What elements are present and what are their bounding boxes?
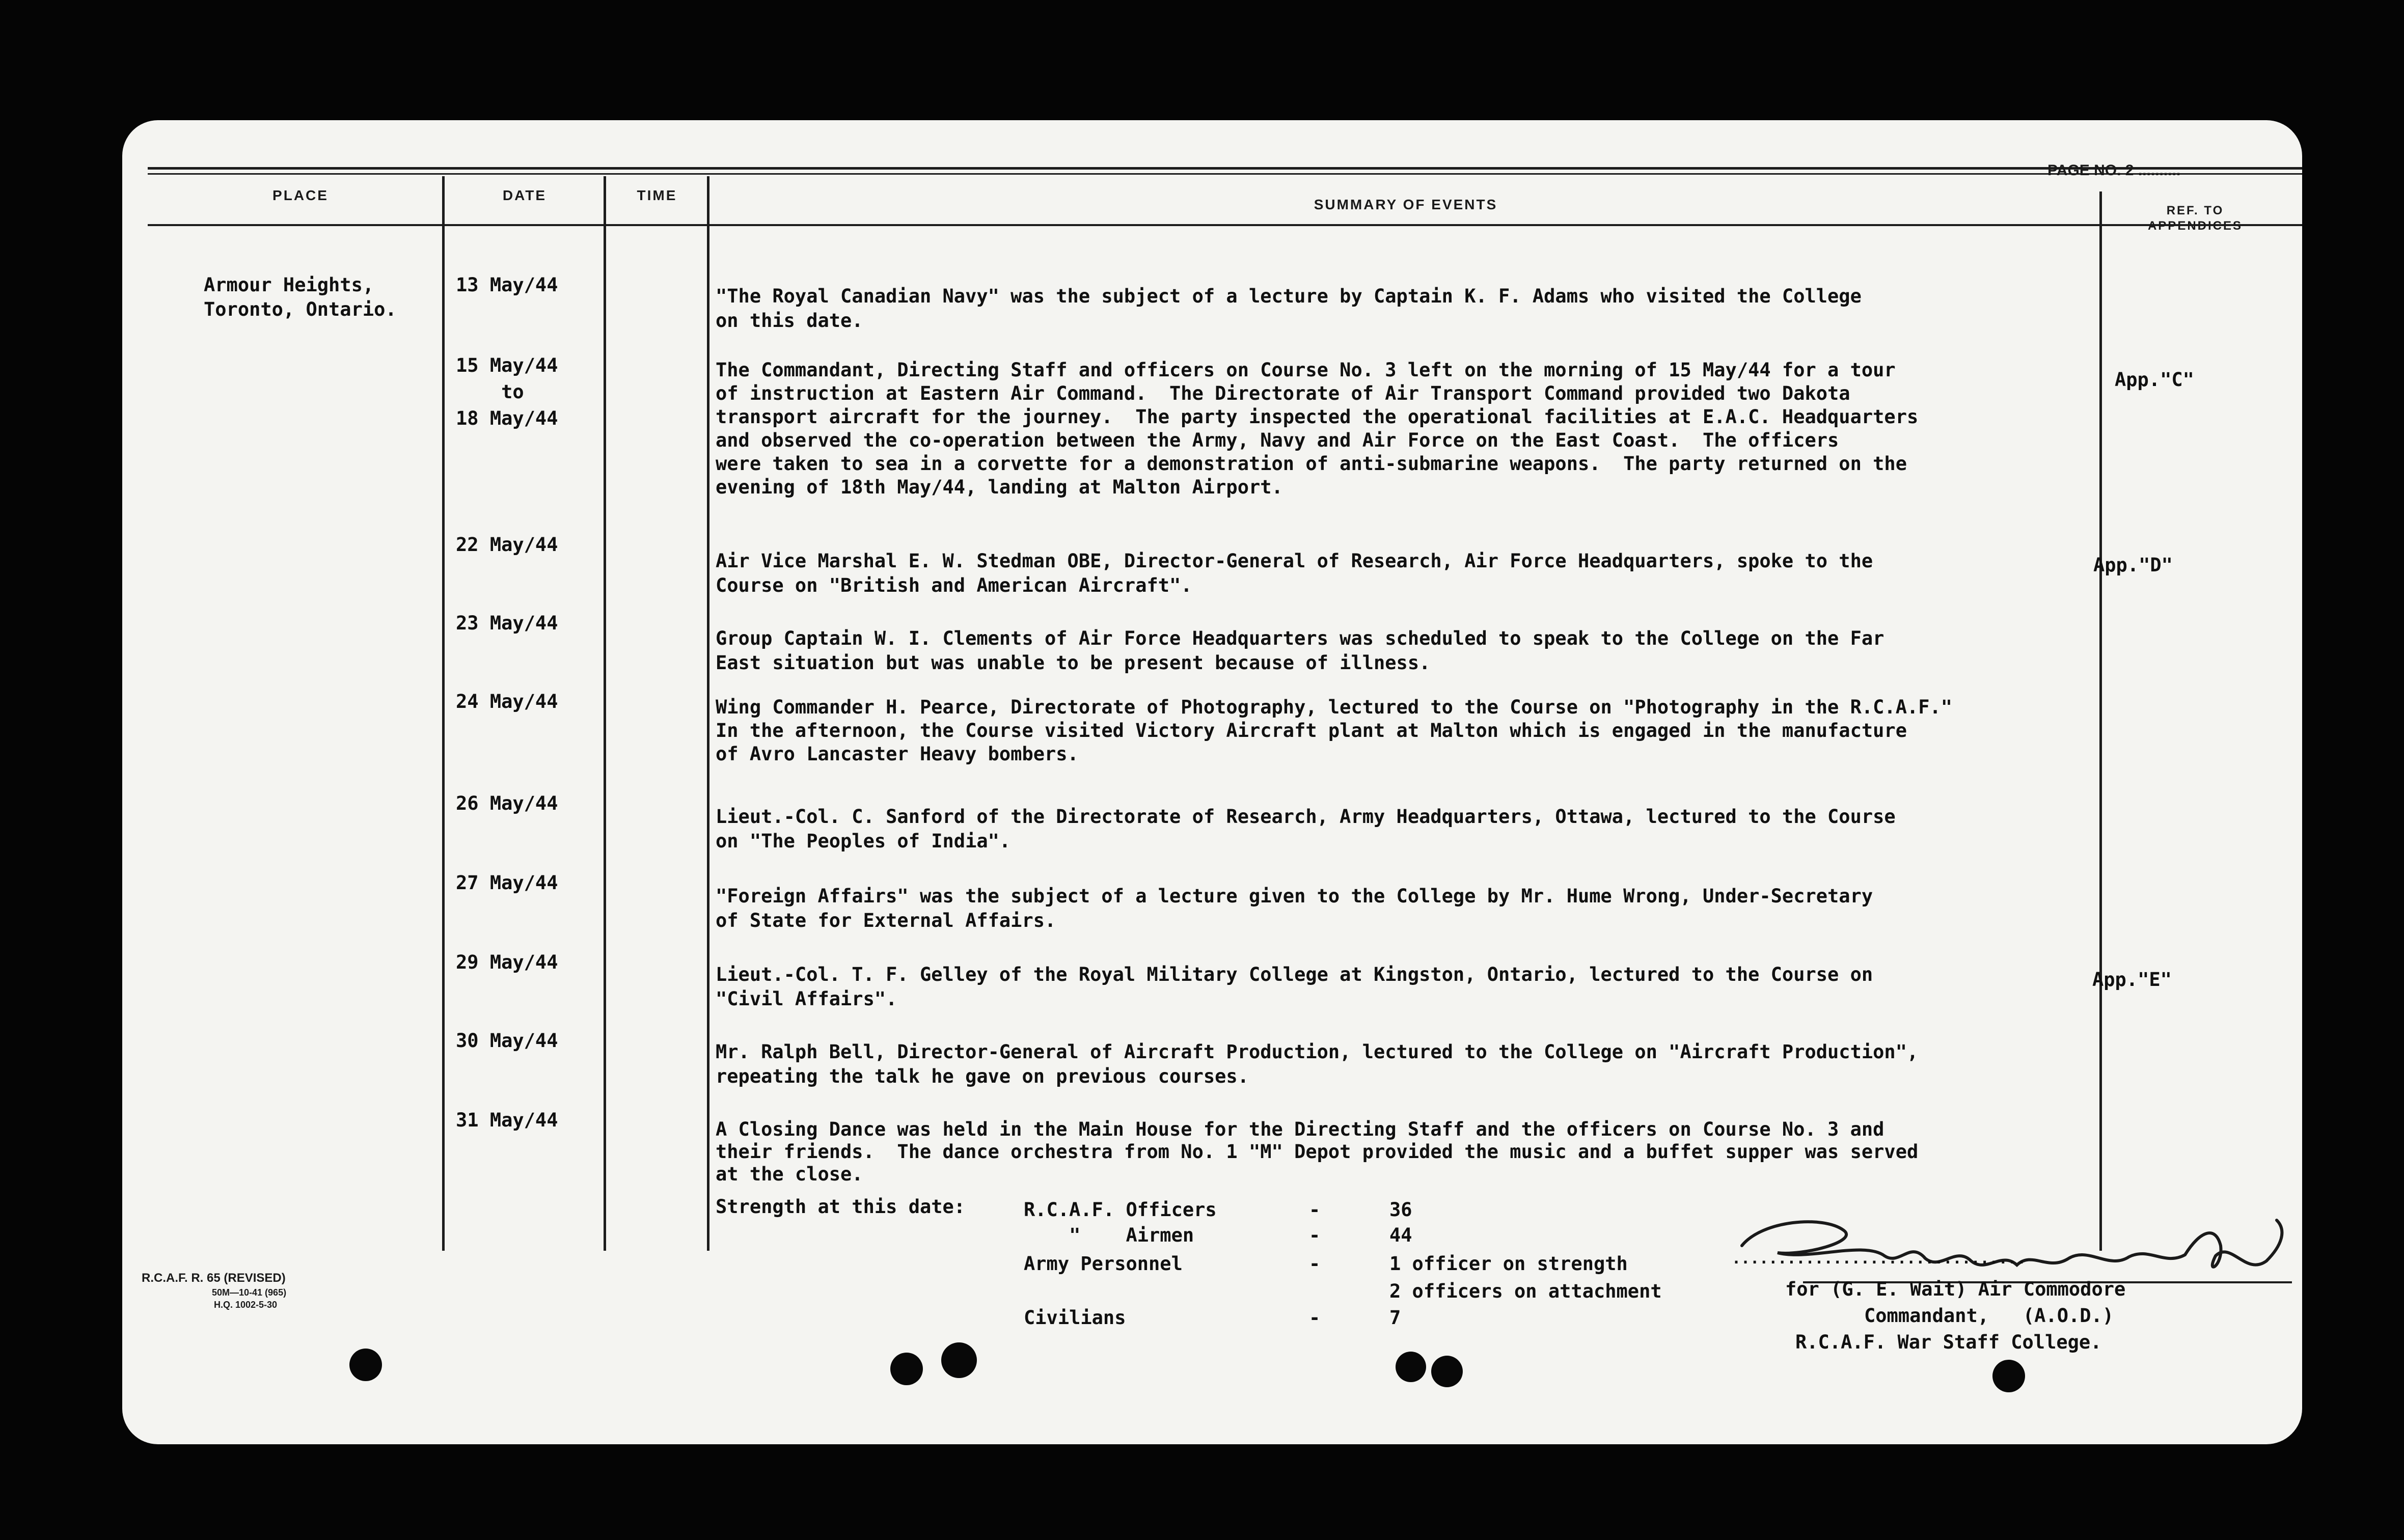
form-print-line: 50M—10-41 (965) xyxy=(212,1287,287,1298)
header-bottom-rule xyxy=(148,224,2302,226)
summary-ref-divider xyxy=(2099,191,2102,1251)
header-place: PLACE xyxy=(272,187,329,203)
entry-date: 13 May/44 xyxy=(456,274,558,296)
top-rule-outer xyxy=(148,167,2302,170)
strength-label: Strength at this date: xyxy=(716,1196,966,1218)
date-time-divider xyxy=(604,176,606,1251)
form-number: R.C.A.F. R. 65 (REVISED) xyxy=(142,1271,286,1285)
place-line1: Armour Heights, xyxy=(204,274,374,296)
entry-ref: App."D" xyxy=(2093,554,2173,576)
document-card xyxy=(122,120,2302,1444)
strength-row-name: Civilians xyxy=(1024,1307,1126,1329)
entry-text: "The Royal Canadian Navy" was the subject of a lecture by Captain K. F. Adams who visited the College on this date. xyxy=(716,285,1862,332)
entry-text: The Commandant, Directing Staff and officers on Course No. 3 left on the morning of 15 May/44 for a tour of instruction at Eastern Air Command. The Directorate of Air Transport Command provided two Dakota transport aircraft for the journey. The party inspected the operational facilities at E.A.C. Headquarters and observed the co-operation between the Army, Navy and Air Force on the East Coast. The officers were taken to sea in a corvette for a demonstration of anti-submarine weapons. The party returned on the evening of 18th May/44, landing at Malton Airport. xyxy=(716,359,1919,498)
entry-date: 24 May/44 xyxy=(456,691,558,712)
entry-text: Air Vice Marshal E. W. Stedman OBE, Director-General of Research, Air Force Headquarters, spoke to the Course on "British and American Aircraft". xyxy=(716,550,1873,596)
strength-row-name: R.C.A.F. Officers xyxy=(1024,1199,1217,1221)
entry-text: Mr. Ralph Bell, Director-General of Aircraft Production, lectured to the College on "Aircraft Production", repeating the talk he gave on previous courses. xyxy=(716,1041,1919,1087)
signature-line2: Commandant, (A.O.D.) xyxy=(1864,1305,2114,1327)
header-ref-line1: REF. TO xyxy=(2166,204,2224,217)
entry-text: Group Captain W. I. Clements of Air Force Headquarters was scheduled to speak to the College on the Far East situation but was unable to be present because of illness. xyxy=(716,627,1884,674)
punch-hole xyxy=(890,1353,923,1385)
strength-row-value: 2 officers on attachment xyxy=(1389,1280,1662,1302)
signature-line3: R.C.A.F. War Staff College. xyxy=(1795,1331,2102,1353)
entry-ref: App."E" xyxy=(2092,969,2172,991)
entry-date: 27 May/44 xyxy=(456,872,558,894)
place-line2: Toronto, Ontario. xyxy=(204,298,397,320)
page-number: PAGE NO. 2 .......... xyxy=(2047,162,2181,179)
entry-date: 15 May/44 to 18 May/44 xyxy=(456,354,558,429)
strength-row-name: Army Personnel xyxy=(1024,1253,1183,1275)
entry-date: 29 May/44 xyxy=(456,951,558,973)
strength-row-value: 7 xyxy=(1389,1307,1401,1329)
punch-hole xyxy=(349,1349,382,1381)
entry-text: Lieut.-Col. C. Sanford of the Directorate of Research, Army Headquarters, Ottawa, lectured to the Course on "The Peoples of India". xyxy=(716,806,1896,852)
entry-date: 22 May/44 xyxy=(456,534,558,556)
signature-line1: for (G. E. Wait) Air Commodore xyxy=(1785,1278,2126,1300)
place-date-divider xyxy=(442,176,445,1251)
entry-date: 23 May/44 xyxy=(456,612,558,634)
strength-row-value: 1 officer on strength xyxy=(1389,1253,1628,1275)
header-ref-line2: APPENDICES xyxy=(2147,219,2243,233)
strength-row-dash: - xyxy=(1309,1253,1321,1275)
entry-date: 26 May/44 xyxy=(456,792,558,814)
header-time: TIME xyxy=(637,187,677,203)
entry-date: 30 May/44 xyxy=(456,1030,558,1052)
punch-hole xyxy=(941,1342,977,1378)
punch-hole xyxy=(1396,1352,1426,1382)
time-summary-divider xyxy=(707,176,709,1251)
strength-row-name: " Airmen xyxy=(1024,1224,1194,1246)
entry-text: Wing Commander H. Pearce, Directorate of Photography, lectured to the Course on "Photography in the R.C.A.F." In the afternoon, the Course visited Victory Aircraft plant at Malton which is engaged in the manufacture of Avro Lancaster Heavy bombers. xyxy=(716,696,1953,765)
entry-text: "Foreign Affairs" was the subject of a lecture given to the College by Mr. Hume Wrong, Under-Secretary of State for External Affairs. xyxy=(716,885,1873,931)
header-summary: SUMMARY OF EVENTS xyxy=(1314,197,1498,212)
strength-row-value: 36 xyxy=(1389,1199,1412,1221)
strength-row-dash: - xyxy=(1309,1307,1321,1329)
entry-ref: App."C" xyxy=(2115,369,2194,391)
strength-row-value: 44 xyxy=(1389,1224,1412,1246)
punch-hole xyxy=(1992,1360,2025,1392)
strength-row-dash: - xyxy=(1309,1224,1321,1246)
punch-hole xyxy=(1431,1356,1463,1387)
header-date: DATE xyxy=(502,187,547,203)
form-hq-line: H.Q. 1002-5-30 xyxy=(214,1300,278,1310)
top-rule-inner xyxy=(148,173,2302,175)
entry-date: 31 May/44 xyxy=(456,1109,558,1131)
signature-dots: ................................ xyxy=(1732,1250,2026,1268)
entry-text: Lieut.-Col. T. F. Gelley of the Royal Military College at Kingston, Ontario, lectured to the Course on "Civil Affairs". xyxy=(716,964,1873,1010)
strength-row-dash: - xyxy=(1309,1199,1321,1221)
entry-text: A Closing Dance was held in the Main House for the Directing Staff and the officers on Course No. 3 and their friends. The dance orchestra from No. 1 "M" Depot provided the music and a buffet supper was served at the close. xyxy=(716,1118,1919,1185)
